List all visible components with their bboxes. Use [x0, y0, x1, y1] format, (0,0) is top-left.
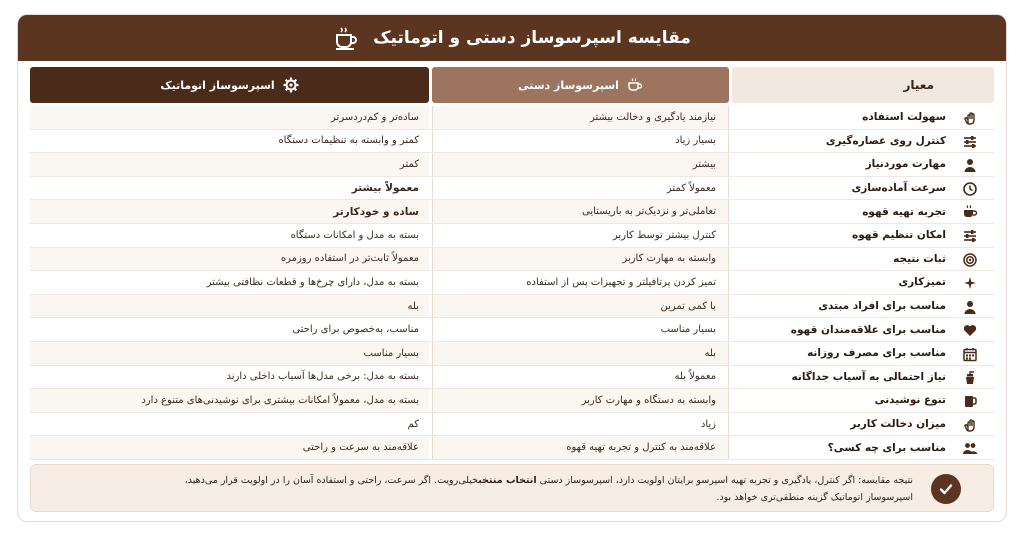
cell-manual: کنترل بیشتر توسط کاربر [432, 224, 729, 247]
table-row [30, 413, 994, 437]
table-row [30, 271, 994, 295]
cell-manual: معمولاً بله [432, 366, 729, 389]
user-icon [962, 157, 978, 173]
cell-automatic: بسته به مدل، معمولاً امکانات بیشتری برای نوشیدنی‌های متنوع دارد [30, 389, 429, 412]
criterion-label: سهولت استفاده [862, 111, 946, 124]
criterion-icon-wrap [732, 366, 994, 389]
cell-manual: بسیار مناسب [432, 318, 729, 341]
criterion-icon-wrap [732, 342, 994, 365]
conclusion-line1-pre: نتیجه مقایسه: اگر کنترل، یادگیری و تجربه تهیه اسپرسو برایتان اولویت دارد، اسپرسوساز دستی [539, 475, 913, 486]
clock-icon [962, 181, 978, 197]
cell-automatic: بله [30, 295, 429, 318]
page-header [18, 15, 1006, 61]
cell-manual: زیاد [432, 413, 729, 436]
criterion-icon-wrap [732, 389, 994, 412]
criterion-label: مناسب برای افراد مبتدی [818, 300, 946, 313]
criterion-label: امکان تنظیم قهوه [852, 229, 946, 242]
conclusion-text [113, 472, 913, 506]
cell-automatic: علاقه‌مند به سرعت و راحتی [30, 436, 429, 459]
criterion-label: تمیزکاری [898, 276, 946, 289]
hand-icon [962, 110, 978, 126]
cell-automatic: بسیار مناسب [30, 342, 429, 365]
cell-manual: بیشتر [432, 153, 729, 176]
cell-automatic: بسته به مدل، دارای چرخ‌ها و قطعات نظافتی بیشتر [206, 276, 419, 288]
criterion-label: کنترل روی عصاره‌گیری [825, 134, 946, 147]
criterion-label: مناسب برای علاقه‌مندان قهوه [790, 323, 946, 336]
hand-icon [962, 417, 978, 433]
cell-manual: بسیار زیاد [432, 130, 729, 153]
cell-manual: نیازمند یادگیری و دخالت بیشتر [432, 106, 729, 129]
criterion-label: تنوع نوشیدنی [874, 394, 946, 407]
users-icon [962, 440, 978, 456]
table-row [30, 366, 994, 390]
conclusion-box [30, 464, 994, 512]
table-row [30, 436, 994, 460]
comparison-card [17, 14, 1007, 522]
calendar-icon [962, 346, 978, 362]
sliders-icon [962, 228, 978, 244]
cell-manual: بله [432, 342, 729, 365]
cell-automatic: ساده‌تر و کم‌دردسرتر [30, 106, 429, 129]
table-row [30, 295, 994, 319]
criterion-icon-wrap [732, 295, 994, 318]
column-header-automatic-label: اسپرسوساز اتوماتیک [160, 78, 275, 92]
cell-manual: تمیز کردن پرتافیلتر و تجهیزات پس از استفاده [432, 271, 729, 294]
table-row [30, 389, 994, 413]
coffee-cup-icon [627, 77, 643, 93]
table-row [30, 177, 994, 201]
cell-manual: وابسته به دستگاه و مهارت کاربر [432, 389, 729, 412]
cell-manual: تعاملی‌تر و نزدیک‌تر به باریستایی [432, 200, 729, 223]
gear-icon [283, 77, 299, 93]
cell-manual: وابسته به مهارت کاربر [432, 248, 729, 271]
column-header-manual [432, 67, 729, 103]
page-title: مقایسه اسپرسوساز دستی و اتوماتیک [373, 28, 691, 48]
criterion-icon-wrap [732, 177, 994, 200]
coffee-cup-icon [333, 25, 359, 51]
criterion-icon-wrap [732, 106, 994, 129]
column-headers [30, 67, 994, 103]
cell-automatic: ساده و خودکارتر [30, 200, 429, 223]
criterion-label: سرعت آماده‌سازی [851, 182, 946, 195]
criterion-icon-wrap [732, 248, 994, 271]
criterion-icon-wrap [732, 153, 994, 176]
criterion-icon-wrap [732, 436, 994, 459]
criterion-icon-wrap [732, 318, 994, 341]
table-row [30, 106, 994, 130]
conclusion-line2: اسپرسوساز اتوماتیک گزینه منطقی‌تری خواهد بود. [716, 492, 913, 503]
cell-automatic: بسته به مدل: برخی مدل‌ها آسیاب داخلی دارند [226, 371, 419, 383]
cell-manual: علاقه‌مند به کنترل و تجربه تهیه قهوه [432, 436, 729, 459]
table-row [30, 130, 994, 154]
cell-automatic: کمتر و وابسته به تنظیمات دستگاه [278, 135, 419, 147]
criterion-icon-wrap [732, 271, 994, 294]
criterion-icon-wrap [732, 413, 994, 436]
criterion-label: تجربه تهیه قهوه [862, 205, 946, 218]
conclusion-line1-post: خیلی‌رویت. اگر سرعت، راحتی و استفاده آسان را در اولویت قرار می‌دهید، [184, 475, 479, 486]
user-icon [962, 299, 978, 315]
sliders-icon [962, 134, 978, 150]
cell-automatic: مناسب، به‌خصوص برای راحتی [292, 324, 419, 336]
column-header-manual-label: اسپرسوساز دستی [518, 78, 619, 92]
criterion-icon-wrap [732, 224, 994, 247]
table-row [30, 342, 994, 366]
criterion-label: ثبات نتیجه [893, 252, 946, 265]
mug-icon [962, 393, 978, 409]
coffee-cup-icon [962, 204, 978, 220]
column-header-criterion [732, 67, 994, 103]
heart-icon [962, 322, 978, 338]
grinder-icon [962, 370, 978, 386]
table-row [30, 318, 994, 342]
conclusion-line1-bold: انتخاب منتخب [478, 475, 537, 486]
cell-automatic: کمتر [30, 153, 429, 176]
cell-manual: با کمی تمرین [432, 295, 729, 318]
comparison-table [30, 106, 994, 460]
criterion-label: مناسب برای چه کسی؟ [827, 441, 946, 454]
criterion-label: میزان دخالت کاربر [850, 418, 946, 431]
cell-automatic: بسته به مدل و امکانات دستگاه [290, 229, 419, 241]
check-icon [931, 474, 961, 504]
cell-automatic: معمولاً ثابت‌تر در استفاده روزمره [30, 248, 429, 271]
table-row [30, 248, 994, 272]
sparkle-icon [962, 275, 978, 291]
column-header-criterion-label: معیار [903, 78, 934, 92]
column-header-automatic [30, 67, 429, 103]
cell-manual: معمولاً کمتر [432, 177, 729, 200]
table-row [30, 153, 994, 177]
criterion-icon-wrap [732, 200, 994, 223]
criterion-icon-wrap [732, 130, 994, 153]
criterion-label: نیاز احتمالی به آسیاب جداگانه [791, 370, 946, 383]
criterion-label: مهارت موردنیاز [865, 158, 946, 171]
table-row [30, 200, 994, 224]
table-row [30, 224, 994, 248]
target-icon [962, 252, 978, 268]
cell-automatic: کم [407, 418, 419, 430]
criterion-label: مناسب برای مصرف روزانه [807, 347, 946, 360]
cell-automatic: معمولاً بیشتر [351, 182, 419, 195]
